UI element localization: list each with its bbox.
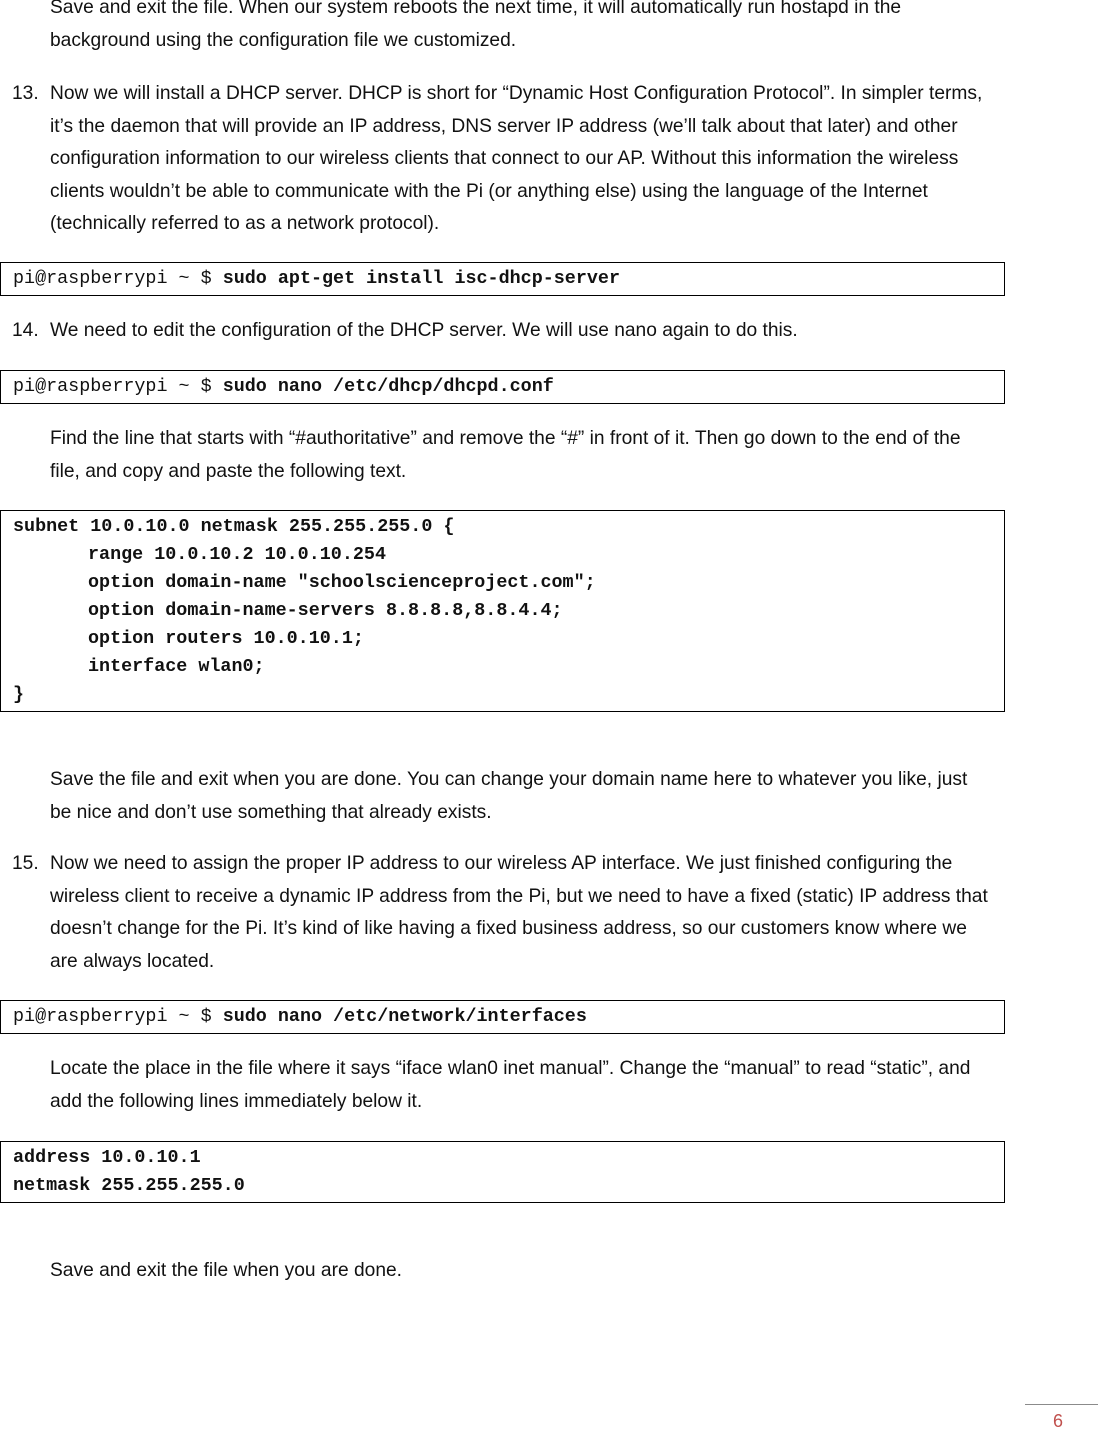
edit-interfaces-command-box	[0, 1000, 1005, 1034]
install-dhcp-command: sudo apt-get install isc-dhcp-server	[222, 268, 620, 289]
locate-iface-paragraph: Locate the place in the file where it says “iface wlan0 inet manual”. Change the “manual” to read “static”, and add the following lines immediately below it.	[50, 1058, 971, 1112]
step-number-15: 15.	[12, 853, 39, 874]
save-final-paragraph: Save and exit the file when you are done.	[50, 1260, 403, 1281]
edit-dhcpd-command: sudo nano /etc/dhcp/dhcpd.conf	[222, 376, 554, 397]
shell-prompt: pi@raspberrypi ~ $	[13, 268, 223, 289]
step-number-14: 14.	[12, 320, 39, 341]
dhcp-config-block	[0, 510, 1005, 712]
static-config-line: address 10.0.10.1	[13, 1147, 201, 1168]
dhcp-config-line: range 10.0.10.2 10.0.10.254	[88, 544, 386, 565]
step-number-13: 13.	[12, 83, 39, 104]
save-dhcp-paragraph: Save the file and exit when you are done. You can change your domain name here to whatever you like, just be nice and don’t use something that already exists.	[50, 769, 968, 823]
dhcp-config-line: option routers 10.0.10.1;	[88, 628, 364, 649]
step-14-text: We need to edit the configuration of the DHCP server. We will use nano again to do this.	[50, 320, 798, 341]
shell-prompt: pi@raspberrypi ~ $	[13, 376, 223, 397]
step-13-text: Now we will install a DHCP server. DHCP is short for “Dynamic Host Configuration Protocol”. In simpler terms, it’s the daemon that will provide an IP address, DNS server IP address (we’ll talk about that later) and other configuration information to our wireless clients that connect to our AP. Without this information the wireless clients wouldn’t be able to communicate with the Pi (or anything else) using the language of the Internet (technically referred to as a network protocol).	[50, 83, 983, 234]
static-config-block	[0, 1141, 1005, 1203]
install-dhcp-command-box	[0, 262, 1005, 296]
dhcp-config-line: option domain-name "schoolscienceproject.com";	[88, 572, 596, 593]
find-authoritative-paragraph: Find the line that starts with “#authoritative” and remove the “#” in front of it. Then go down to the end of the file, and copy and paste the following text.	[50, 428, 961, 482]
page-number: 6	[1053, 1411, 1064, 1431]
edit-dhcpd-command-box	[0, 370, 1005, 404]
dhcp-config-open: subnet 10.0.10.0 netmask 255.255.255.0 {	[13, 516, 455, 537]
dhcp-config-line: option domain-name-servers 8.8.8.8,8.8.4.4;	[88, 600, 563, 621]
intro-paragraph: Save and exit the file. When our system reboots the next time, it will automatically run hostapd in the background using the configuration file we customized.	[50, 0, 902, 51]
static-config-line: netmask 255.255.255.0	[13, 1175, 245, 1196]
shell-prompt: pi@raspberrypi ~ $	[13, 1006, 223, 1027]
edit-interfaces-command: sudo nano /etc/network/interfaces	[222, 1006, 587, 1027]
footer-divider	[1025, 1404, 1098, 1405]
step-15-text: Now we need to assign the proper IP address to our wireless AP interface. We just finished configuring the wireless client to receive a dynamic IP address from the Pi, but we need to have a fixed (static) IP address that doesn’t change for the Pi. It’s kind of like having a fixed business address, so our customers know where we are always located.	[50, 853, 988, 972]
dhcp-config-close: }	[13, 684, 25, 705]
dhcp-config-line: interface wlan0;	[88, 656, 265, 677]
